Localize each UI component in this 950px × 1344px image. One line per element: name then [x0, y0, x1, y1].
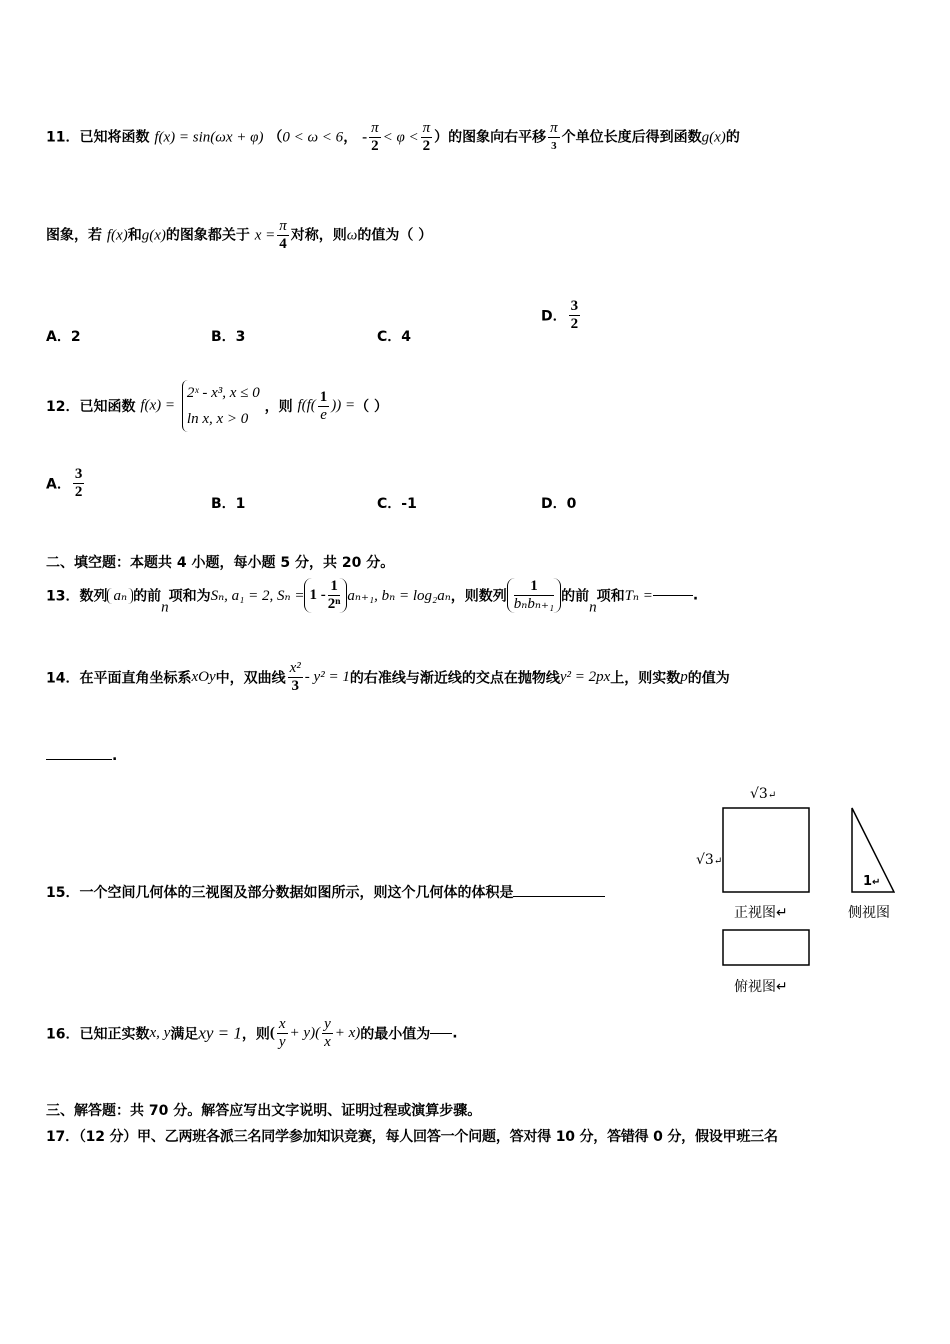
q16-frac1: $\frac{x}{y}$	[278, 1016, 286, 1050]
q16-manzu: 满足	[170, 1026, 199, 1043]
q13-sn: Sₙ, a₁ = 2, Sₙ =	[210, 588, 305, 604]
q13-qian: 的前	[133, 588, 162, 605]
q13-one-minus: 1 -	[309, 587, 326, 603]
q11-line1	[46, 120, 740, 155]
q11-comma: ，	[343, 129, 358, 146]
q12-number: 12．已知函数	[46, 399, 136, 415]
q16-answer-blank[interactable]	[430, 1033, 452, 1034]
q11-option-d	[541, 298, 582, 333]
triangle-base-label: 1↵	[863, 874, 881, 889]
q16-frac2: $\frac{y}{x}$	[324, 1016, 331, 1050]
q12-fx-eq: f(x) =	[140, 397, 176, 414]
q14-hyp-rest: - y² = 1	[304, 669, 350, 685]
top-view-rect	[723, 930, 809, 965]
q13-number: 13．数列	[46, 588, 108, 605]
q13-frac: $\frac{1}{\text{2ⁿ}}$	[327, 578, 341, 612]
q14-mid1: 中，双曲线	[215, 670, 286, 687]
q17-text: 17．（12 分）甲、乙两班各派三名同学参加知识竞赛，每人回答一个问题，答对得 10 分，答错得 0 分，假设甲班三名	[46, 1129, 778, 1145]
section2-heading: 二、填空题：本题共 4 小题，每小题 5 分，共 20 分。	[46, 555, 395, 571]
q11-gx: g(x)	[701, 129, 726, 146]
q12-option-a-frac: $\frac{3}{2}$	[74, 466, 83, 500]
q16-plus-y: + y)(	[289, 1025, 321, 1041]
q12-option-b: B．1	[211, 496, 246, 512]
q11-phi-mid: < φ <	[382, 129, 419, 146]
q11-option-a: A．2	[46, 329, 81, 345]
front-view-label: 正视图↵	[734, 905, 788, 921]
q11-shift-frac: $\frac{\pi}{3}$	[550, 120, 558, 152]
q12-option-c: C．-1	[377, 496, 417, 512]
q13-shulie: ，则数列	[450, 588, 507, 605]
q11-line2-b: 的图象都关于	[165, 227, 250, 244]
q14-dot: .	[112, 748, 118, 764]
q14-number: 14．在平面直角坐标系	[46, 670, 192, 687]
q13-tn: Tₙ =	[624, 588, 653, 604]
q16-xy: x, y	[149, 1025, 171, 1041]
q11-gx2: g(x)	[141, 227, 166, 244]
q13-rest: aₙ₊₁, bₙ = log₂aₙ	[347, 588, 451, 604]
q13-b-frac: $\frac{1}{\text{bₙbₙ₊₁}}$	[513, 578, 555, 612]
q14-xoy: xOy	[191, 669, 216, 685]
q16-expr: (	[269, 1025, 275, 1041]
q12-paren: （ ）	[355, 399, 389, 415]
q11-sym-frac: $\frac{\pi}{4}$	[279, 218, 287, 252]
side-view-label: 侧视图	[848, 905, 890, 921]
q13-qian2: 的前	[561, 588, 590, 605]
q11-option-d-frac: $\frac{3}{2}$	[570, 298, 579, 332]
q11-line2	[46, 218, 432, 253]
three-views-figure	[695, 785, 895, 995]
q15-answer-blank[interactable]	[513, 896, 605, 897]
q11-phi-frac-left: $\frac{\pi}{2}$	[371, 120, 379, 154]
q14-hyp-frac: $\frac{\text{x²}}{3}$	[289, 660, 301, 694]
q11-number: 11．已知将函数	[46, 129, 150, 146]
q11-option-b: B．3	[211, 329, 246, 345]
q13-n: n	[161, 599, 169, 616]
q14-mid2: 的右准线与渐近线的交点在抛物线	[349, 670, 560, 687]
q11-after-shift: 个单位长度后得到函数	[561, 129, 702, 146]
q11-open: （	[268, 129, 283, 146]
section3-heading: 三、解答题：共 70 分。解答应写出文字说明、证明过程或演算步骤。	[46, 1103, 482, 1119]
q11-line2-d: 的值为（ ）	[357, 227, 433, 244]
q14-answer-line	[46, 748, 117, 764]
q16-dot: .	[452, 1025, 458, 1042]
q15-text: 15．一个空间几何体的三视图及部分数据如图所示，则这个几何体的体积是	[46, 885, 514, 901]
q14-answer-blank[interactable]	[46, 759, 112, 760]
q11-option-c: C．4	[377, 329, 412, 345]
q14-mid3: 上，则实数	[610, 670, 681, 687]
q11-phi-frac-right: $\frac{\pi}{2}$	[422, 120, 431, 154]
q13-line	[46, 578, 698, 617]
q12-ffe-b: )) =	[331, 397, 356, 414]
q11-line2-a: 图象，若	[46, 227, 102, 244]
q12-option-a-label: A．	[46, 476, 71, 493]
q13-brace-group	[507, 578, 561, 613]
q12-ze: ，则	[264, 399, 293, 415]
q14-line	[46, 660, 730, 695]
q16-number: 16．已知正实数	[46, 1026, 150, 1043]
q11-de: 的	[725, 129, 740, 146]
q14-mid4: 的值为	[687, 670, 730, 687]
q14-parabola: y² = 2px	[559, 669, 611, 685]
q12-piecewise	[182, 380, 260, 432]
q13-xianghe: 项和	[596, 588, 625, 605]
q12-line	[46, 380, 388, 432]
q14-p: p	[680, 669, 688, 685]
q16-tail: 的最小值为	[360, 1026, 431, 1043]
q12-option-d: D．0	[541, 496, 577, 512]
top-view-label: 俯视图↵	[734, 979, 788, 995]
q12-e-frac: $\frac{1}{e}$	[319, 388, 328, 423]
q13-paren-group	[304, 578, 347, 613]
q16-line	[46, 1016, 458, 1051]
q13-an: aₙ	[107, 588, 133, 604]
q16-plus-x: + x)	[334, 1025, 361, 1041]
q11-x-eq: x =	[254, 227, 276, 244]
q15-line	[46, 882, 605, 902]
q11-cond1: 0 < ω < 6	[282, 129, 344, 146]
q11-fx: f(x)	[106, 227, 128, 244]
q11-he: 和	[127, 227, 142, 244]
q13-answer-blank[interactable]	[653, 595, 693, 596]
front-view-rect	[723, 808, 809, 892]
q11-phi-neg: -	[362, 129, 368, 146]
q11-func: f(x) = sin(ωx + φ)	[154, 129, 264, 146]
q12-ffe-a: f(f(	[297, 397, 316, 414]
q11-option-d-label: D．	[541, 308, 567, 325]
q16-ze: ，则	[241, 1026, 270, 1043]
q11-omega: ω	[346, 227, 358, 244]
q11-line2-c: 对称，则	[290, 227, 347, 244]
q12-option-a	[46, 466, 86, 501]
q13-dot: .	[692, 587, 699, 604]
q16-cond: xy = 1	[198, 1023, 242, 1043]
q11-close: ）的图象向右平移	[434, 129, 547, 146]
q13-n2: n	[589, 599, 597, 616]
q13-xiang: 项和为	[168, 588, 211, 605]
front-top-length-label: √3↵	[750, 786, 777, 802]
front-side-length-label: √3↵	[696, 852, 723, 868]
q12-case1: 2ˣ - x³, x ≤ 0	[186, 385, 260, 401]
q12-case2: ln x, x > 0	[186, 411, 249, 427]
